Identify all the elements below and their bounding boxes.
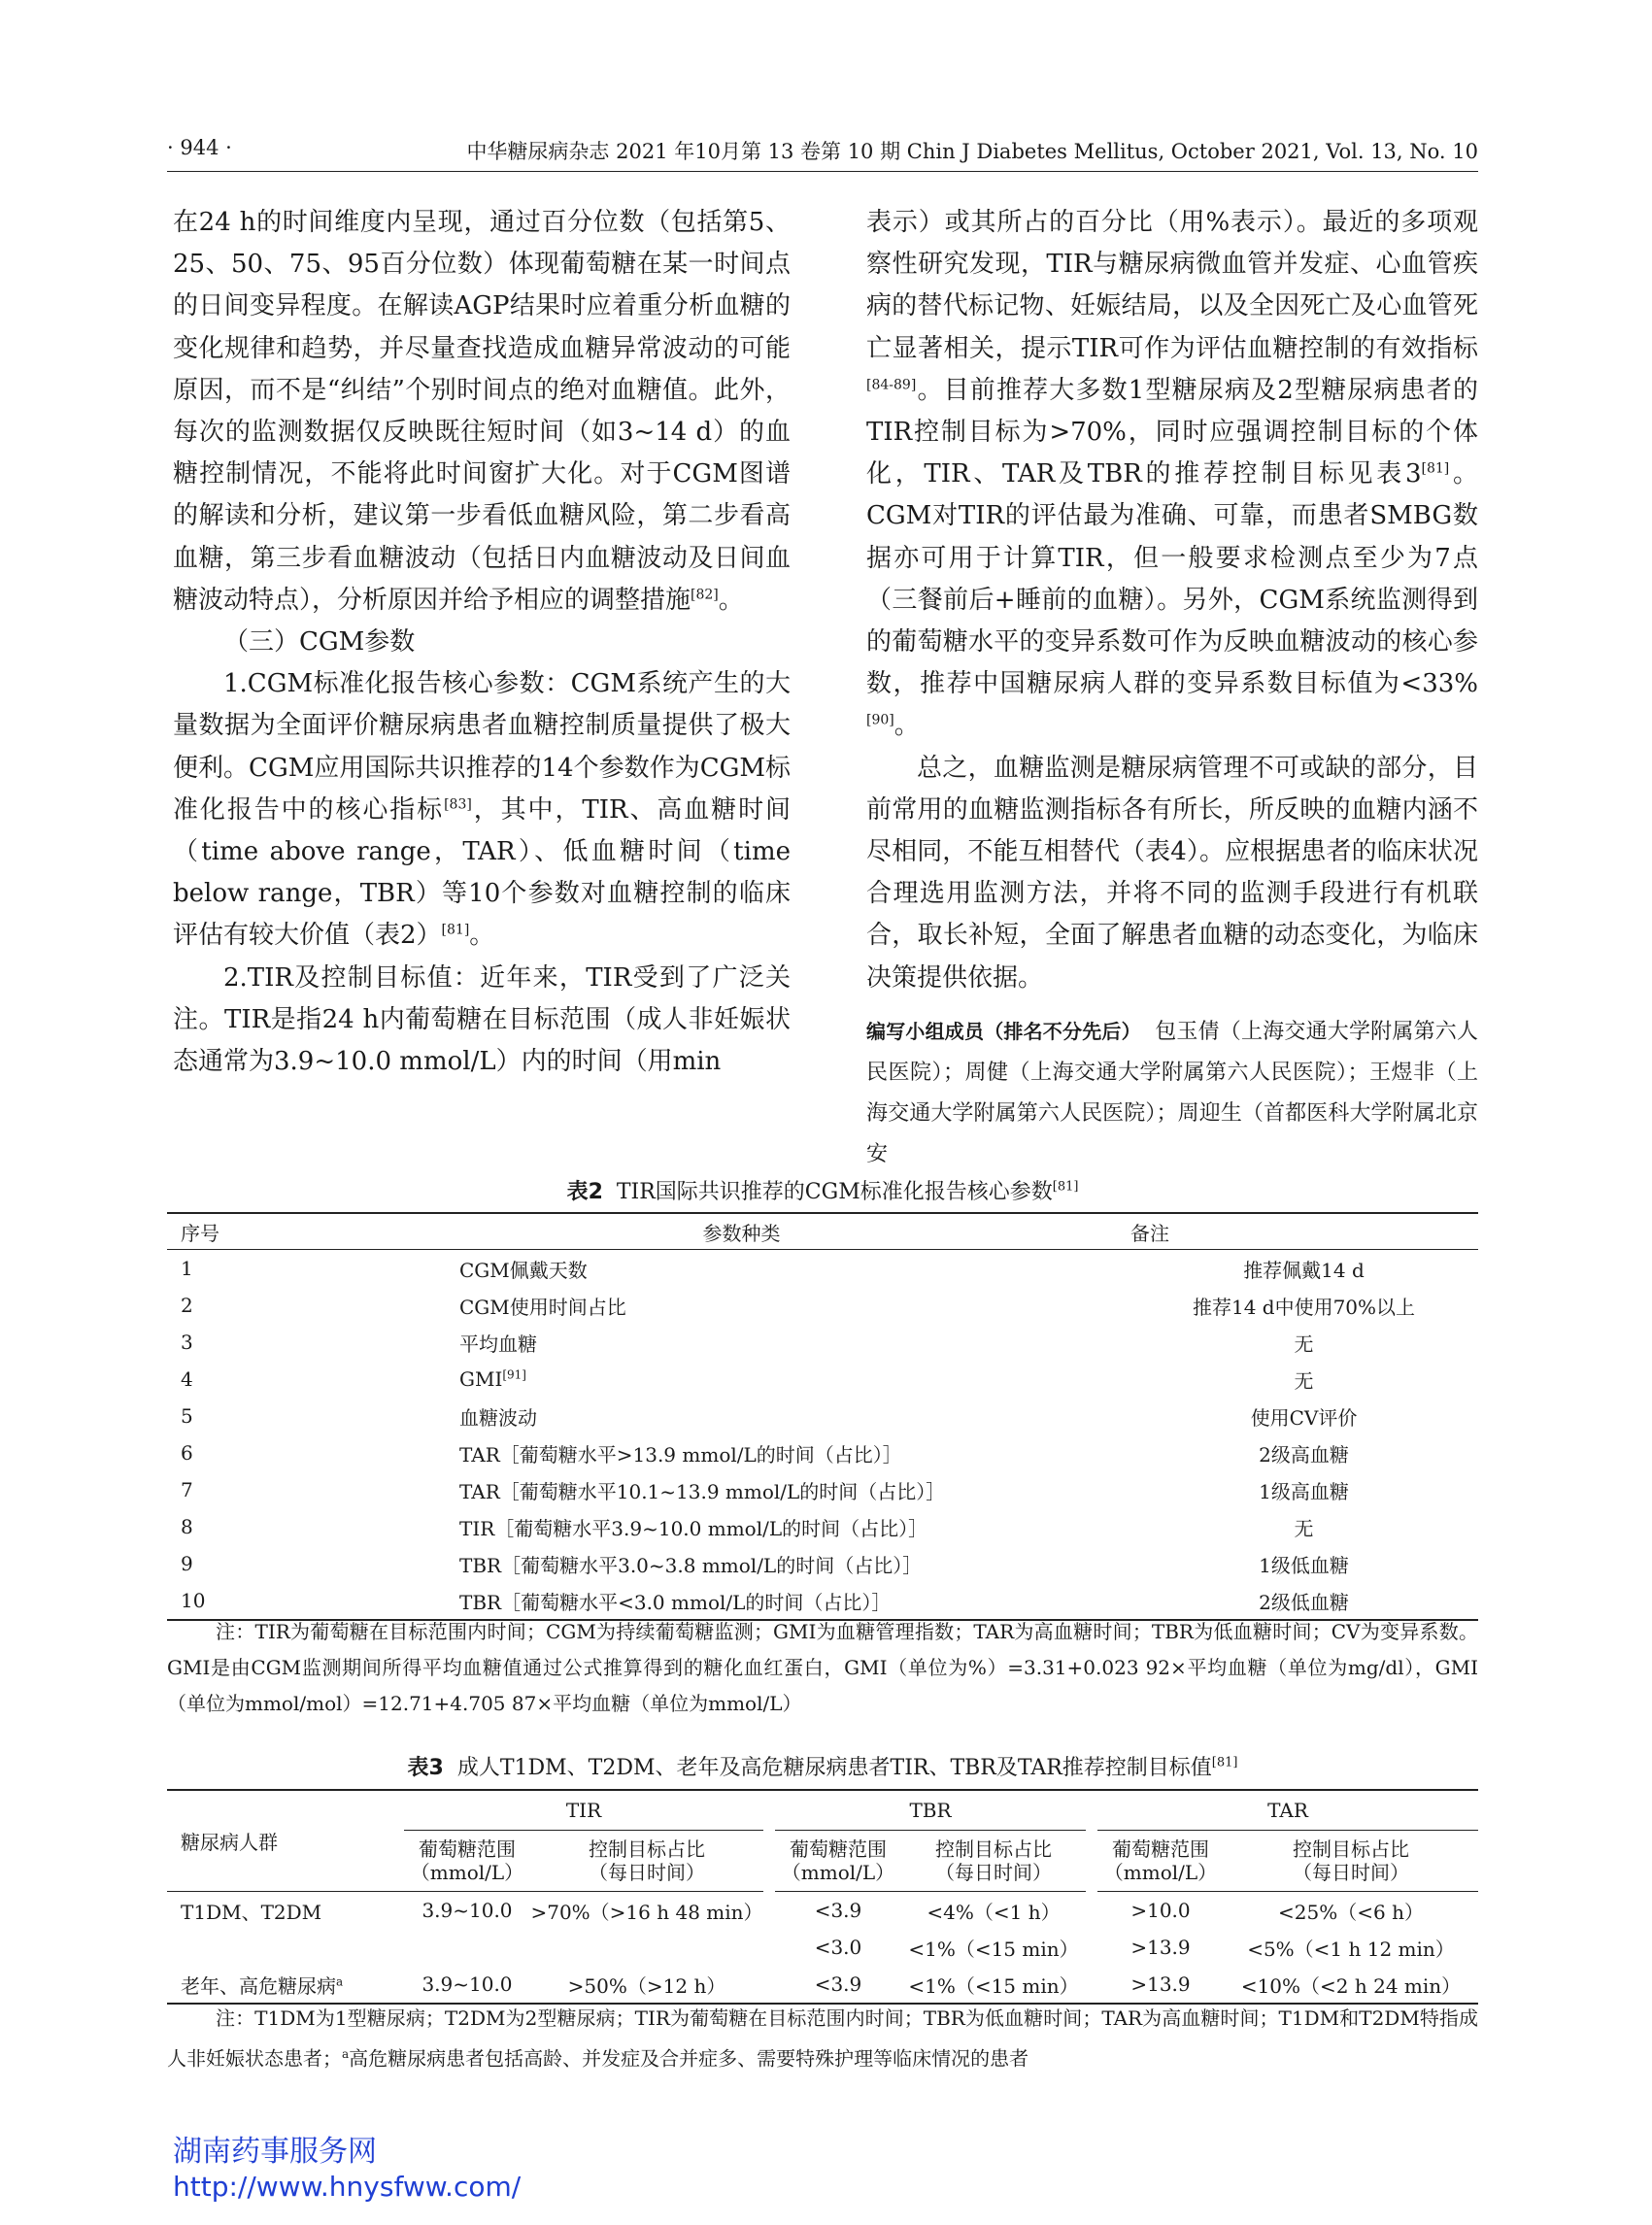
row-number: 6	[181, 1441, 193, 1465]
tir-target-cell	[530, 1929, 763, 1966]
population-cell: 老年、高危糖尿病$^a$	[181, 1973, 344, 1998]
tar-target-cell: <25%（<6 h）	[1278, 1900, 1424, 1924]
remark-cell: 2级高血糖	[1259, 1442, 1349, 1466]
parameter-cell: TBR［葡萄糖水平<3.0 mmol/L的时间（占比）］	[459, 1590, 892, 1614]
table-row	[167, 1250, 1478, 1288]
table-row	[167, 1434, 1478, 1471]
parameter-cell: TIR［葡萄糖水平3.9~10.0 mmol/L的时间（占比）］	[459, 1516, 928, 1540]
tir-range-cell: 3.9~10.0	[421, 1899, 513, 1922]
tir-target-cell: >70%（>16 h 48 min）	[530, 1900, 763, 1924]
table2-note: 注：TIR为葡萄糖在目标范围内时间；CGM为持续葡萄糖监测；GMI为血糖管理指数；TAR为高血糖时间；TBR为低血糖时间；CV为变异系数。GMI是由CGM监测期间所得平均血糖值通过公式推算得到的糖化血红蛋白，GMI（单位为%）=3.31+0.023 92×平均血糖（单位为mg/dl），GMI（单位为mmol/mol）=12.71+4.705 87×平均血糖（单位为mmol/L）	[167, 1620, 1478, 1715]
parameter-cell: TAR［葡萄糖水平>13.9 mmol/L的时间（占比）］	[459, 1442, 902, 1466]
table3	[167, 1789, 1478, 2005]
author-label: 编写小组成员（排名不分先后）	[866, 1019, 1141, 1043]
group-header-tar: TAR	[1097, 1790, 1478, 1831]
running-header	[167, 130, 1478, 169]
section-heading: （三）CGM参数	[223, 627, 416, 657]
remark-cell: 无	[1294, 1368, 1314, 1393]
remark-cell: 使用CV评价	[1250, 1405, 1358, 1430]
tar-range-cell: >13.9	[1130, 1936, 1191, 1959]
parameter-cell: TAR［葡萄糖水平10.1~13.9 mmol/L的时间（占比）］	[459, 1479, 946, 1503]
tir-range-cell: 3.9~10.0	[421, 1972, 513, 1996]
subheader-range: 葡萄糖范围 （mmol/L）	[404, 1831, 530, 1892]
row-number: 3	[181, 1331, 193, 1354]
column-header: 备注	[1129, 1213, 1478, 1250]
tar-range-cell: >10.0	[1130, 1899, 1191, 1922]
table2-caption: 表2 TIR国际共识推荐的CGM标准化报告核心参数[81]	[566, 1179, 1079, 1204]
journal-running-title: 中华糖尿病杂志 2021 年10月第 13 卷第 10 期 Chin J Diabetes Mellitus, October 2021, Vol. 13, No. 10	[466, 140, 1478, 163]
group-header-tir: TIR	[404, 1790, 763, 1831]
remark-cell: 2级低血糖	[1259, 1590, 1349, 1614]
tbr-range-cell: <3.9	[814, 1972, 862, 1996]
table-row	[167, 1361, 1478, 1398]
row-number: 7	[181, 1478, 193, 1501]
tir-range-cell	[404, 1929, 530, 1966]
tbr-target-cell: <1%（<15 min）	[908, 1937, 1079, 1961]
page-number: · 944 ·	[167, 136, 232, 159]
table-row	[167, 1287, 1478, 1324]
remark-cell: 推荐佩戴14 d	[1243, 1258, 1365, 1282]
watermark	[173, 2135, 521, 2205]
paragraph: 1.CGM标准化报告核心参数：CGM系统产生的大量数据为全面评价糖尿病患者血糖控制质量提供了极大便利。CGM应用国际共识推荐的14个参数作为CGM标准化报告中的核心指标[83]，其中，TIR、高血糖时间（time above range，TAR）、低血糖时间（time below range，TBR）等10个参数对血糖控制的临床评估有较大价值（表2）[81]。	[173, 669, 791, 951]
table3-caption: 表3 成人T1DM、T2DM、老年及高危糖尿病患者TIR、TBR及TAR推荐控制目标值[81]	[407, 1755, 1238, 1780]
population-cell: T1DM、T2DM	[181, 1900, 322, 1924]
table-row	[167, 1892, 1478, 1930]
table-row	[167, 1508, 1478, 1545]
parameter-cell: GMI[91]	[459, 1367, 526, 1391]
author-list: 编写小组成员（排名不分先后） 包玉倩（上海交通大学附属第六人民医院）；周健（上海交通大学附属第六人民医院）；王煜非（上海交通大学附属第六人民医院）；周迎生（首都医科大学附属北京安	[866, 1019, 1478, 1166]
paragraph: 表示）或其所占的百分比（用%表示）。最近的多项观察性研究发现，TIR与糖尿病微血管并发症、心血管疾病的替代标记物、妊娠结局，以及全因死亡及心血管死亡显著相关，提示TIR可作为评估血糖控制的有效指标[84-89]。目前推荐大多数1型糖尿病及2型糖尿病患者的TIR控制目标为>70%，同时应强调控制目标的个体化，TIR、TAR及TBR的推荐控制目标见表3[81]。CGM对TIR的评估最为准确、可靠，而患者SMBG数据亦可用于计算TIR，但一般要求检测点至少为7点（三餐前后+睡前的血糖）。另外，CGM系统监测得到的葡萄糖水平的变异系数可作为反映血糖波动的核心参数，推荐中国糖尿病人群的变异系数目标值为<33%[90]。	[866, 208, 1478, 741]
column-header: 序号	[167, 1213, 354, 1250]
tir-target-cell: >50%（>12 h）	[567, 1973, 726, 1998]
tar-range-cell: >13.9	[1130, 1972, 1191, 1996]
table-row	[167, 1471, 1478, 1508]
row-number: 9	[181, 1552, 193, 1575]
row-number: 8	[181, 1515, 193, 1538]
header-rule	[167, 171, 1478, 172]
row-number: 2	[181, 1294, 193, 1317]
tbr-target-cell: <4%（<1 h）	[927, 1900, 1061, 1924]
parameter-cell: TBR［葡萄糖水平3.0~3.8 mmol/L的时间（占比）］	[459, 1553, 923, 1577]
table3-note: 注：T1DM为1型糖尿病；T2DM为2型糖尿病；TIR为葡萄糖在目标范围内时间；TBR为低血糖时间；TAR为高血糖时间；T1DM和T2DM特指成人非妊娠状态患者；$^a$高危糖尿病患者包括高龄、并发症及合并症多、需要特殊护理等临床情况的患者	[167, 2006, 1478, 2071]
watermark-url[interactable]: http://www.hnysfww.com/	[173, 2171, 522, 2203]
tbr-range-cell: <3.0	[814, 1936, 862, 1959]
parameter-cell: CGM佩戴天数	[459, 1258, 588, 1282]
subheader-range: 葡萄糖范围 （mmol/L）	[775, 1831, 901, 1892]
watermark-site-name: 湖南药事服务网	[173, 2135, 377, 2169]
subheader-target: 控制目标占比 （每日时间）	[530, 1831, 763, 1892]
tbr-range-cell: <3.9	[814, 1899, 862, 1922]
row-number: 1	[181, 1257, 193, 1280]
row-number: 4	[181, 1367, 193, 1391]
subheader-target: 控制目标占比 （每日时间）	[901, 1831, 1086, 1892]
tbr-target-cell: <1%（<15 min）	[908, 1973, 1079, 1998]
remark-cell: 1级高血糖	[1259, 1479, 1349, 1503]
group-header-tbr: TBR	[775, 1790, 1086, 1831]
parameter-cell: 血糖波动	[459, 1405, 537, 1430]
row-number: 10	[181, 1589, 206, 1612]
left-column	[173, 202, 791, 1083]
table2	[167, 1212, 1478, 1621]
table-row	[167, 1324, 1478, 1361]
tar-target-cell: <5%（<1 h 12 min）	[1247, 1937, 1455, 1961]
tar-target-cell: <10%（<2 h 24 min）	[1240, 1973, 1462, 1998]
row-number: 5	[181, 1404, 193, 1428]
parameter-cell: 平均血糖	[459, 1332, 537, 1356]
column-header: 参数种类	[354, 1213, 1129, 1250]
remark-cell: 无	[1294, 1332, 1314, 1356]
subheader-range: 葡萄糖范围 （mmol/L）	[1097, 1831, 1224, 1892]
parameter-cell: CGM使用时间占比	[459, 1295, 626, 1319]
subheader-target: 控制目标占比 （每日时间）	[1224, 1831, 1478, 1892]
paragraph: 2.TIR及控制目标值：近年来，TIR受到了广泛关注。TIR是指24 h内葡萄糖在目标范围（成人非妊娠状态通常为3.9~10.0 mmol/L）内的时间（用min	[173, 962, 791, 1077]
table-row	[167, 1545, 1478, 1582]
table-row	[167, 1929, 1478, 1966]
paragraph: 总之，血糖监测是糖尿病管理不可或缺的部分，目前常用的血糖监测指标各有所长，所反映的血糖内涵不尽相同，不能互相替代（表4）。应根据患者的临床状况合理选用监测方法，并将不同的监测手段进行有机联合，取长补短，全面了解患者血糖的动态变化，为临床决策提供依据。	[866, 753, 1478, 993]
remark-cell: 1级低血糖	[1259, 1553, 1349, 1577]
table-row	[167, 1966, 1478, 2004]
right-column	[866, 202, 1478, 1175]
row-header: 糖尿病人群	[167, 1790, 404, 1892]
paragraph: 在24 h的时间维度内呈现，通过百分位数（包括第5、25、50、75、95百分位数）体现葡萄糖在某一时间点的日间变异程度。在解读AGP结果时应着重分析血糖的变化规律和趋势，并尽量查找造成血糖异常波动的可能原因，而不是“纠结”个别时间点的绝对血糖值。此外，每次的监测数据仅反映既往短时间（如3~14 d）的血糖控制情况，不能将此时间窗扩大化。对于CGM图谱的解读和分析，建议第一步看低血糖风险，第二步看高血糖，第三步看血糖波动（包括日内血糖波动及日间血糖波动特点），分析原因并给予相应的调整措施[82]。	[173, 208, 791, 615]
population-cell	[167, 1929, 404, 1966]
table-row	[167, 1398, 1478, 1434]
remark-cell: 无	[1294, 1516, 1314, 1540]
remark-cell: 推荐14 d中使用70%以上	[1192, 1295, 1416, 1319]
